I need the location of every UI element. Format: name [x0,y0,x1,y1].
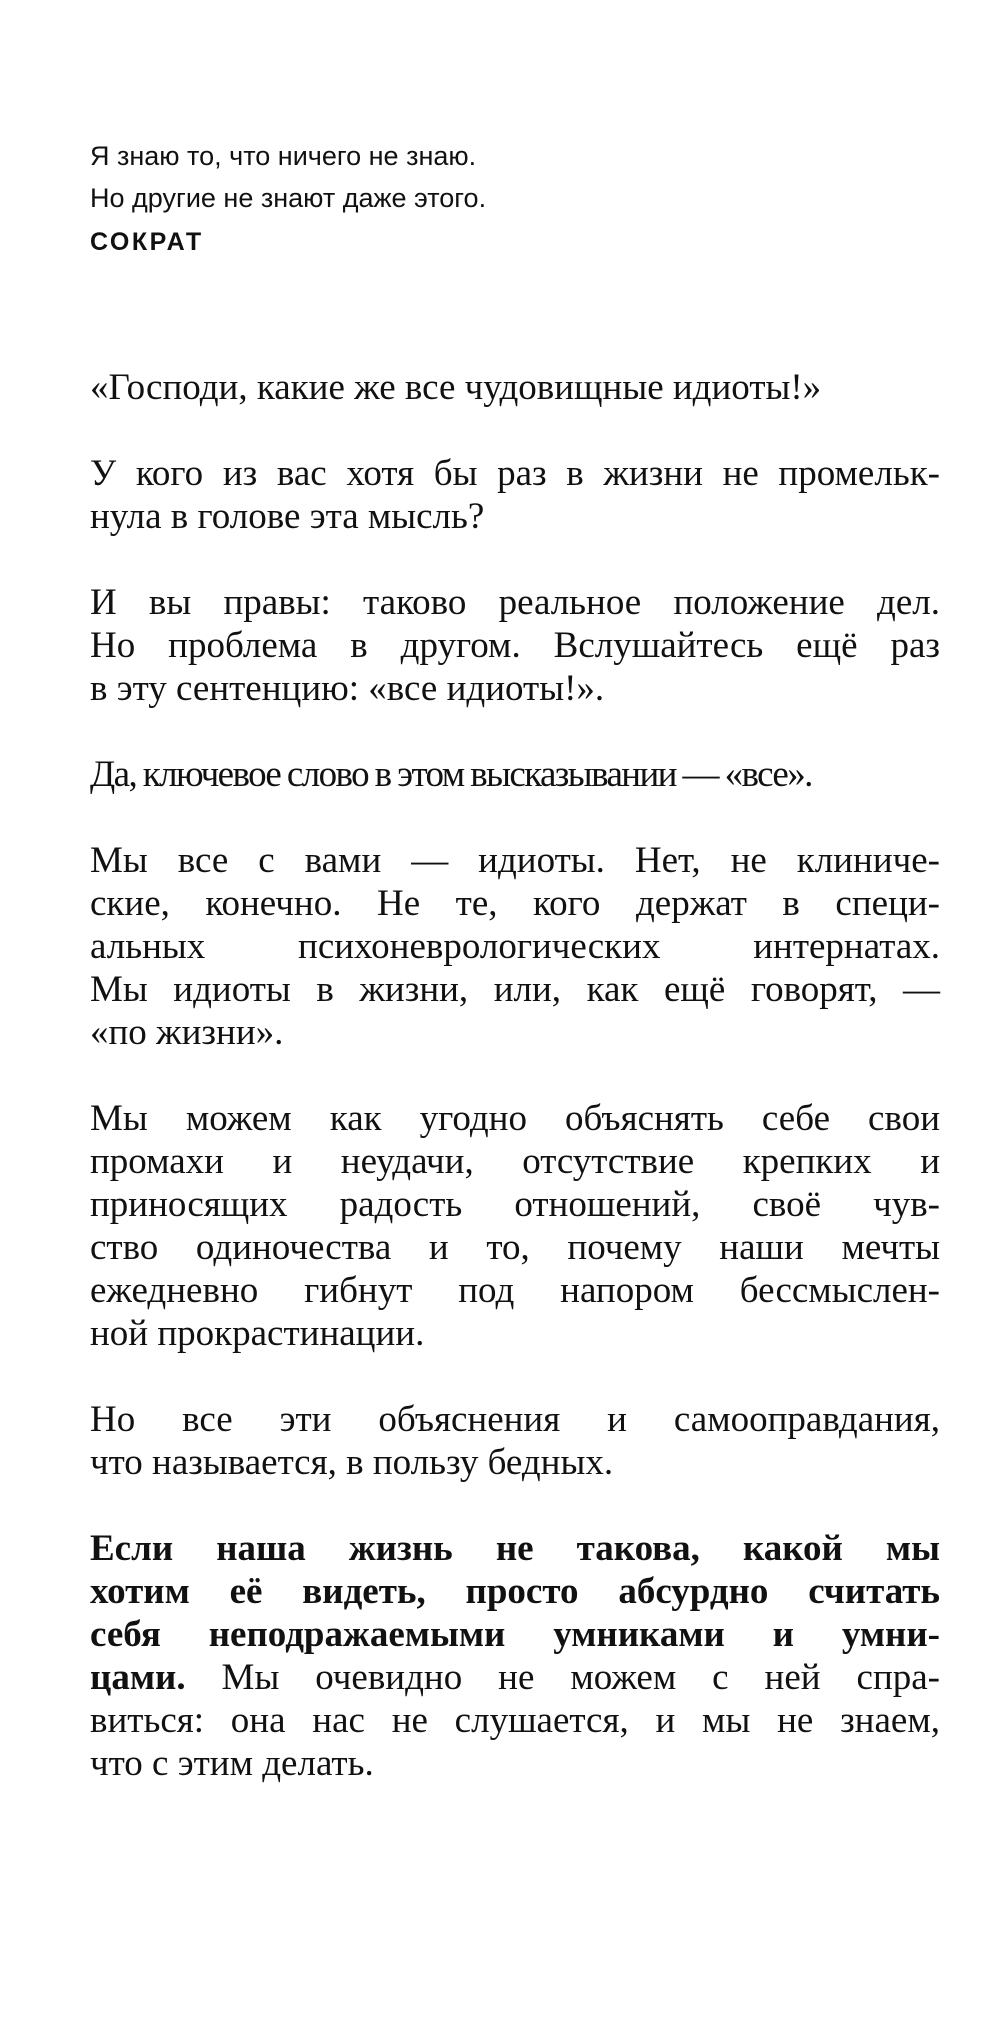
text-line: альных психоневрологических интернатах. [90,926,940,967]
paragraph [90,839,940,1054]
paragraph [90,452,940,538]
body-text [90,366,940,1785]
bold-fragment: цами. [90,1657,186,1698]
text-line: промахи и неудачи, отсутствие крепких и [90,1141,940,1182]
text-line: виться: она нас не слушается, и мы не знаем, [90,1700,940,1741]
bold-text-line: хотим её видеть, просто абсурдно считать [90,1571,940,1612]
text-line: ство одиночества и то, почему наши мечты [90,1227,940,1268]
bold-text-line: Если наша жизнь не такова, какой мы [90,1528,940,1569]
text-line: «Господи, какие же все чудовищные идиоты!» [90,367,822,408]
paragraph [90,1398,940,1484]
text-line: что с этим делать. [90,1743,374,1784]
paragraph [90,366,940,409]
epigraph [90,135,940,263]
text-line: «по жизни». [90,1012,284,1053]
text-line: Да, ключевое слово в этом высказывании — «все». [90,754,812,795]
paragraph [90,581,940,710]
text-line: ной прокрастинации. [90,1313,425,1354]
paragraph [90,1097,940,1355]
text-line: ежедневно гибнут под напором бессмыслен- [90,1270,940,1311]
mixed-text-line [90,1656,940,1699]
epigraph-line: Но другие не знают даже этого. [90,183,487,213]
text-line: Мы идиоты в жизни, или, как ещё говорят, — [90,969,940,1010]
text-line: Но все эти объяснения и самооправдания, [90,1399,940,1440]
text-line: Мы можем как угодно объяснять себе свои [90,1098,940,1139]
epigraph-line: Я знаю то, что ничего не знаю. [90,141,477,171]
text-line: Но проблема в другом. Вслушайтесь ещё раз [90,625,940,666]
text-line: в эту сентенцию: «все идиоты!». [90,668,605,709]
epigraph-author: СОКРАТ [90,228,204,256]
text-line: ские, конечно. Не те, кого держат в специ- [90,883,940,924]
paragraph [90,1527,940,1785]
bold-text-line: себя неподражаемыми умниками и умни- [90,1614,940,1655]
normal-fragment: Мы очевидно не можем с ней спра- [185,1657,940,1698]
text-line: У кого из вас хотя бы раз в жизни не промельк- [90,453,940,494]
text-line: И вы правы: таково реальное положение дел. [90,582,940,623]
text-line: приносящих радость отношений, своё чув- [90,1184,940,1225]
paragraph [90,753,940,796]
text-line: нула в голове эта мысль? [90,496,485,537]
text-line: Мы все с вами — идиоты. Нет, не клиниче- [90,840,940,881]
text-line: что называется, в пользу бедных. [90,1442,614,1483]
